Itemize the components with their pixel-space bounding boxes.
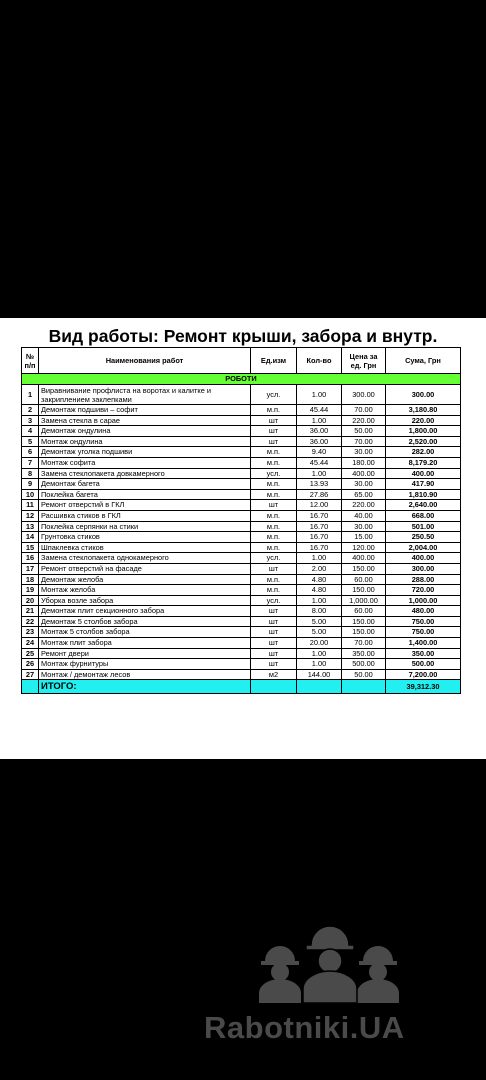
- row-unit: м.п.: [251, 489, 297, 500]
- header-qty: Кол-во: [297, 348, 342, 374]
- row-price: 300.00: [342, 385, 386, 405]
- row-price: 150.00: [342, 563, 386, 574]
- total-label: ИТОГО:: [39, 680, 251, 694]
- row-unit: м2: [251, 669, 297, 680]
- row-sum: 220.00: [386, 415, 461, 426]
- row-qty: 16.70: [297, 532, 342, 543]
- row-num: 24: [22, 638, 39, 649]
- table-row: [22, 563, 461, 574]
- row-sum: 668.00: [386, 510, 461, 521]
- row-price: 30.00: [342, 521, 386, 532]
- row-price: 70.00: [342, 436, 386, 447]
- header-unit: Ед.изм: [251, 348, 297, 374]
- row-qty: 16.70: [297, 521, 342, 532]
- row-name: Уборка возле забора: [39, 595, 251, 606]
- table-row: [22, 436, 461, 447]
- row-name: Монтаж желоба: [39, 585, 251, 596]
- row-unit: шт: [251, 638, 297, 649]
- table-row: [22, 457, 461, 468]
- table-row: [22, 553, 461, 564]
- row-num: 7: [22, 457, 39, 468]
- header-price: Цена за ед. Грн: [342, 348, 386, 374]
- row-num: 11: [22, 500, 39, 511]
- row-num: 8: [22, 468, 39, 479]
- row-num: 17: [22, 563, 39, 574]
- row-sum: 282.00: [386, 447, 461, 458]
- row-unit: шт: [251, 436, 297, 447]
- row-qty: 1.00: [297, 553, 342, 564]
- row-price: 220.00: [342, 500, 386, 511]
- header-name: Наименования работ: [39, 348, 251, 374]
- row-price: 70.00: [342, 405, 386, 416]
- row-num: 27: [22, 669, 39, 680]
- row-qty: 4.80: [297, 585, 342, 596]
- table-row: [22, 426, 461, 437]
- row-price: 40.00: [342, 510, 386, 521]
- row-price: 50.00: [342, 669, 386, 680]
- row-sum: 400.00: [386, 468, 461, 479]
- total-empty-cell: [342, 680, 386, 694]
- row-qty: 2.00: [297, 563, 342, 574]
- table-row: [22, 489, 461, 500]
- row-unit: шт: [251, 563, 297, 574]
- row-name: Ремонт отверстий в ГКЛ: [39, 500, 251, 511]
- row-num: 5: [22, 436, 39, 447]
- table-row: [22, 385, 461, 405]
- row-unit: м.п.: [251, 574, 297, 585]
- row-sum: 720.00: [386, 585, 461, 596]
- table-row: [22, 532, 461, 543]
- row-sum: 2,640.00: [386, 500, 461, 511]
- row-price: 180.00: [342, 457, 386, 468]
- row-unit: усл.: [251, 385, 297, 405]
- row-sum: 500.00: [386, 659, 461, 670]
- row-price: 350.00: [342, 648, 386, 659]
- row-name: Монтаж плит забора: [39, 638, 251, 649]
- row-num: 14: [22, 532, 39, 543]
- row-unit: шт: [251, 426, 297, 437]
- total-value: 39,312.30: [386, 680, 461, 694]
- row-qty: 36.00: [297, 426, 342, 437]
- row-price: 400.00: [342, 468, 386, 479]
- row-price: 60.00: [342, 606, 386, 617]
- row-name: Монтаж ондулина: [39, 436, 251, 447]
- row-sum: 300.00: [386, 385, 461, 405]
- row-qty: 5.00: [297, 616, 342, 627]
- row-qty: 20.00: [297, 638, 342, 649]
- row-num: 26: [22, 659, 39, 670]
- row-unit: шт: [251, 648, 297, 659]
- row-sum: 7,200.00: [386, 669, 461, 680]
- total-empty-cell: [251, 680, 297, 694]
- row-num: 22: [22, 616, 39, 627]
- row-price: 70.00: [342, 638, 386, 649]
- row-num: 23: [22, 627, 39, 638]
- row-num: 9: [22, 479, 39, 490]
- row-unit: усл.: [251, 595, 297, 606]
- row-qty: 13.93: [297, 479, 342, 490]
- row-num: 19: [22, 585, 39, 596]
- row-name: Демонтаж подшиви – софит: [39, 405, 251, 416]
- table-row: [22, 479, 461, 490]
- row-price: 30.00: [342, 447, 386, 458]
- row-price: 65.00: [342, 489, 386, 500]
- row-name: Замена стеклопакета довкамерного: [39, 468, 251, 479]
- row-price: 500.00: [342, 659, 386, 670]
- row-unit: м.п.: [251, 542, 297, 553]
- table-row: [22, 585, 461, 596]
- row-price: 400.00: [342, 553, 386, 564]
- row-num: 6: [22, 447, 39, 458]
- row-sum: 1,400.00: [386, 638, 461, 649]
- row-sum: 1,800.00: [386, 426, 461, 437]
- row-price: 60.00: [342, 574, 386, 585]
- three-workers-helmets-icon: [255, 925, 405, 1003]
- table-row: [22, 659, 461, 670]
- row-price: 150.00: [342, 616, 386, 627]
- row-price: 1,000.00: [342, 595, 386, 606]
- row-unit: м.п.: [251, 521, 297, 532]
- table-row: [22, 595, 461, 606]
- row-qty: 45.44: [297, 457, 342, 468]
- row-num: 4: [22, 426, 39, 437]
- row-price: 120.00: [342, 542, 386, 553]
- row-num: 10: [22, 489, 39, 500]
- row-qty: 9.40: [297, 447, 342, 458]
- table-row: [22, 542, 461, 553]
- header-num: № п/п: [22, 348, 39, 374]
- table-row: [22, 521, 461, 532]
- row-unit: м.п.: [251, 447, 297, 458]
- row-qty: 144.00: [297, 669, 342, 680]
- row-unit: м.п.: [251, 479, 297, 490]
- row-name: Ремонт двери: [39, 648, 251, 659]
- row-unit: шт: [251, 627, 297, 638]
- row-unit: шт: [251, 659, 297, 670]
- table-header-row: [22, 348, 461, 374]
- row-num: 3: [22, 415, 39, 426]
- row-name: Монтаж софита: [39, 457, 251, 468]
- row-name: Монтаж / демонтаж лесов: [39, 669, 251, 680]
- row-unit: шт: [251, 616, 297, 627]
- row-num: 1: [22, 385, 39, 405]
- row-qty: 45.44: [297, 405, 342, 416]
- row-unit: м.п.: [251, 405, 297, 416]
- estimate-document: [0, 318, 486, 759]
- row-price: 15.00: [342, 532, 386, 543]
- row-sum: 417.90: [386, 479, 461, 490]
- row-name: Поклейка серпянки на стики: [39, 521, 251, 532]
- brand-watermark: Rabotniki.UA: [204, 1010, 405, 1045]
- row-sum: 2,004.00: [386, 542, 461, 553]
- table-row: [22, 648, 461, 659]
- row-sum: 8,179.20: [386, 457, 461, 468]
- row-qty: 36.00: [297, 436, 342, 447]
- row-price: 220.00: [342, 415, 386, 426]
- total-empty-cell: [297, 680, 342, 694]
- row-num: 12: [22, 510, 39, 521]
- row-qty: 1.00: [297, 415, 342, 426]
- estimate-table: [21, 347, 461, 694]
- row-name: Демонтаж уголка подшиви: [39, 447, 251, 458]
- row-sum: 350.00: [386, 648, 461, 659]
- row-name: Монтаж фурнитуры: [39, 659, 251, 670]
- row-qty: 8.00: [297, 606, 342, 617]
- row-sum: 288.00: [386, 574, 461, 585]
- row-sum: 501.00: [386, 521, 461, 532]
- row-qty: 27.86: [297, 489, 342, 500]
- row-num: 2: [22, 405, 39, 416]
- row-name: Замена стеклопакета однокамерного: [39, 553, 251, 564]
- row-num: 16: [22, 553, 39, 564]
- row-name: Демонтаж багета: [39, 479, 251, 490]
- header-sum: Сума, Грн: [386, 348, 461, 374]
- table-row: [22, 638, 461, 649]
- table-row: [22, 669, 461, 680]
- table-row: [22, 606, 461, 617]
- table-row: [22, 415, 461, 426]
- row-sum: 400.00: [386, 553, 461, 564]
- row-sum: 250.50: [386, 532, 461, 543]
- table-row: [22, 574, 461, 585]
- row-qty: 1.00: [297, 595, 342, 606]
- row-qty: 1.00: [297, 385, 342, 405]
- row-price: 30.00: [342, 479, 386, 490]
- section-label: РОБОТИ: [22, 374, 461, 385]
- row-unit: усл.: [251, 468, 297, 479]
- row-num: 25: [22, 648, 39, 659]
- total-row: [22, 680, 461, 694]
- row-name: Демонтаж плит секционного забора: [39, 606, 251, 617]
- table-row: [22, 510, 461, 521]
- row-name: Расшивка стиков в ГКЛ: [39, 510, 251, 521]
- row-price: 150.00: [342, 585, 386, 596]
- row-name: Монтаж 5 столбов забора: [39, 627, 251, 638]
- row-name: Демонтаж ондулина: [39, 426, 251, 437]
- row-sum: 1,810.90: [386, 489, 461, 500]
- row-unit: м.п.: [251, 532, 297, 543]
- row-sum: 750.00: [386, 627, 461, 638]
- row-unit: шт: [251, 500, 297, 511]
- row-name: Грунтовка стиков: [39, 532, 251, 543]
- table-row: [22, 500, 461, 511]
- row-unit: усл.: [251, 553, 297, 564]
- row-qty: 12.00: [297, 500, 342, 511]
- row-unit: м.п.: [251, 457, 297, 468]
- row-num: 21: [22, 606, 39, 617]
- row-price: 50.00: [342, 426, 386, 437]
- row-qty: 16.70: [297, 510, 342, 521]
- table-row: [22, 447, 461, 458]
- row-qty: 5.00: [297, 627, 342, 638]
- row-unit: шт: [251, 606, 297, 617]
- table-row: [22, 616, 461, 627]
- row-name: Виравнивание профлиста на воротах и калитке и закриплением заклепками: [39, 385, 251, 405]
- total-empty-cell: [22, 680, 39, 694]
- section-row: [22, 374, 461, 385]
- row-name: Демонтаж 5 столбов забора: [39, 616, 251, 627]
- row-sum: 1,000.00: [386, 595, 461, 606]
- row-name: Ремонт отверстий на фасаде: [39, 563, 251, 574]
- table-row: [22, 627, 461, 638]
- row-unit: м.п.: [251, 585, 297, 596]
- table-row: [22, 468, 461, 479]
- row-name: Демонтаж желоба: [39, 574, 251, 585]
- row-num: 13: [22, 521, 39, 532]
- row-price: 150.00: [342, 627, 386, 638]
- row-qty: 1.00: [297, 659, 342, 670]
- row-num: 15: [22, 542, 39, 553]
- table-row: [22, 405, 461, 416]
- row-name: Шпаклевка стиков: [39, 542, 251, 553]
- row-num: 20: [22, 595, 39, 606]
- row-qty: 16.70: [297, 542, 342, 553]
- row-sum: 750.00: [386, 616, 461, 627]
- row-num: 18: [22, 574, 39, 585]
- row-qty: 1.00: [297, 468, 342, 479]
- row-name: Замена стекла в сарае: [39, 415, 251, 426]
- row-name: Поклейка багета: [39, 489, 251, 500]
- row-sum: 480.00: [386, 606, 461, 617]
- document-title: Вид работы: Ремонт крыши, забора и внутр.: [48, 326, 438, 346]
- row-unit: шт: [251, 415, 297, 426]
- row-sum: 3,180.80: [386, 405, 461, 416]
- row-sum: 300.00: [386, 563, 461, 574]
- row-qty: 4.80: [297, 574, 342, 585]
- row-unit: м.п.: [251, 510, 297, 521]
- row-qty: 1.00: [297, 648, 342, 659]
- row-sum: 2,520.00: [386, 436, 461, 447]
